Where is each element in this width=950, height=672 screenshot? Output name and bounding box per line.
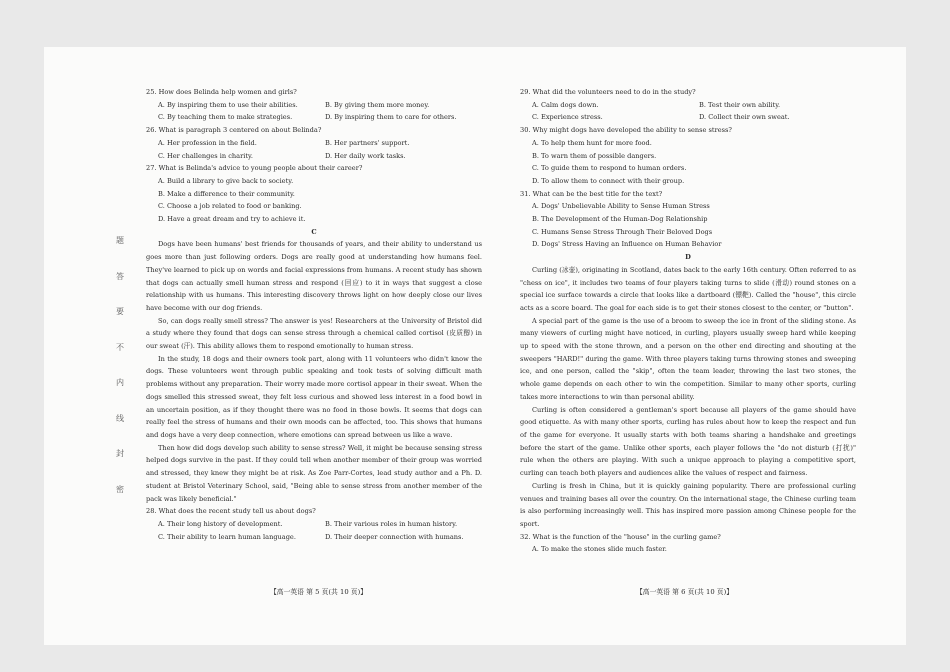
right-column [520,86,856,556]
option: C. By teaching them to make strategies. [158,113,293,122]
option: D. To allow them to connect with their group. [532,176,685,185]
question-28: 28. What does the recent study tell us about dogs? [146,507,316,516]
passage-paragraph: In the study, 18 dogs and their owners took part, along with 11 volunteers who didn't know the dogs. These volunteers went through public speaking and took tests of solving difficult math problems without any preparation. Their worry made more cortisol appear in their sweat. When the dogs smelled this stressed sweat, they felt less curious and showed less interest in a food bowl in an uncertain position, as if they thought there was no food in those bowls. It seems that dogs can really feel the stress of humans and their own moods can be affected, too. This shows that humans and dogs have a very deep connection, where emotions can spread between us like a wave. [146,354,482,439]
seal-char: 题 [116,236,124,245]
passage-paragraph: A special part of the game is the use of a broom to sweep the ice in front of the sliding stone. As many viewers of curling might have noticed, in curling, players usually sweep hard while keeping up to speed with the stone thrown, and a person on the other end directing and shouting at the sweepers "HARD!" during the game. With three players taking turns throwing stones and sweeping ice, and one person, called the "skip", often the team leader, throwing the last two stones, the whole game depends on each other to win the competition. Similar to many other sports, curling takes more interactions to win than personal ability. [520,316,856,401]
seal-char: 封 [116,449,124,458]
option: D. Collect their own sweat. [699,113,790,122]
section-c-heading: C [311,227,317,236]
option: A. Dogs' Unbelievable Ability to Sense Human Stress [532,202,710,211]
option: A. To make the stones slide much faster. [532,545,667,554]
question-25: 25. How does Belinda help women and girls? [146,88,297,96]
question-27: 27. What is Belinda's advice to young people about their career? [146,164,363,173]
option: C. Choose a job related to food or banking. [158,202,302,211]
option: C. To guide them to respond to human orders. [532,164,687,173]
option: B. The Development of the Human-Dog Relationship [532,215,708,224]
left-column [146,86,482,543]
option: A. By inspiring them to use their abilities. [158,100,298,109]
seal-line-notice [113,236,127,520]
option: A. Build a library to give back to society. [158,176,294,185]
seal-char: 要 [116,307,124,316]
seal-char: 内 [116,378,124,387]
option: A. Calm dogs down. [532,100,599,109]
passage-paragraph: Curling is fresh in China, but it is quickly gaining popularity. There are professional curling venues and training bases all over the country. On the international stage, the Chinese curling team is also performing increasingly well. This has inspired more passion among Chinese people for the sport. [520,481,856,528]
passage-paragraph: Curling (冰壶), originating in Scotland, dates back to the early 16th century. Often referred to as "chess on ice", it includes two teams of four players taking turns to slide (滑动) round stones on a special ice surface towards a circle that looks like a dartboard (镖靶). Called the "house", this circle acts as a score board. The goal for each side is to get their stones closest to the center, or "button". [520,265,856,312]
option: B. Her partners' support. [325,138,410,147]
page-footer-right: 【高一英语 第 6 页(共 10 页)】 [636,588,734,596]
option: A. Her profession in the field. [158,138,257,147]
option: C. Experience stress. [532,113,603,122]
option: B. Test their own ability. [699,100,781,109]
seal-char: 线 [116,413,124,423]
seal-char: 密 [116,484,124,494]
option: C. Her challenges in charity. [158,151,253,160]
option: B. To warn them of possible dangers. [532,151,657,160]
option: D. Her daily work tasks. [325,151,406,160]
option: B. Their various roles in human history. [325,519,458,528]
passage-paragraph: Curling is often considered a gentleman's sport because all players of the game should have good etiquette. As with many other sports, curling has rules about how to keep the respect and fun of the game for everyone. It usually starts with both teams sharing a handshake and greetings before the start of the game. Unlike other sports, each player follows the "do not disturb (打扰)" rule when the others are playing. With such a unique approach to playing a competitive sport, curling can teach both players and audiences alike the values of respect and fairness. [520,405,856,478]
option: C. Humans Sense Stress Through Their Beloved Dogs [532,227,713,236]
option: D. Dogs' Stress Having an Influence on Human Behavior [532,240,722,249]
passage-paragraph: Dogs have been humans' best friends for thousands of years, and their ability to understand us goes more than just following orders. Dogs are really good at understanding how humans feel. They've learned to pick up on words and facial expressions from humans. A recent study has shown that dogs can actually smell human stress and respond (回应) to it in ways that suggest a close relationship with us humans. This interesting discovery throws light on how deeply close our lives have become with our dog friends. [146,240,482,312]
page-footer-left: 【高一英语 第 5 页(共 10 页)】 [270,588,368,596]
option: C. Their ability to learn human language. [158,532,296,541]
passage-paragraph: Then how did dogs develop such ability to sense stress? Well, it might be because sensing stress helped dogs survive in the past. If they could tell when another member of their group was worried and stressed, they knew they might be at risk. As Zoe Parr-Cortes, lead study author and a Ph. D. student at Bristol Veterinary School, said, "Being able to sense stress from another member of the pack was likely beneficial." [146,443,482,503]
option: B. Make a difference to their community. [158,189,295,198]
question-26: 26. What is paragraph 3 centered on about Belinda? [146,126,322,135]
option: D. Their deeper connection with humans. [325,532,464,541]
question-30: 30. Why might dogs have developed the ability to sense stress? [520,126,732,135]
seal-char: 答 [116,271,124,281]
option: B. By giving them more money. [325,100,430,109]
passage-paragraph: So, can dogs really smell stress? The answer is yes! Researchers at the University of Bristol did a study where they found that dogs can sense stress through a chemical called cortisol (皮质醇) in our sweat (汗). This ability allows them to respond emotionally to human stress. [146,316,482,351]
question-29: 29. What did the volunteers need to do in the study? [520,88,696,96]
section-d-heading: D [685,253,691,262]
option: A. Their long history of development. [158,519,283,528]
option: A. To help them hunt for more food. [532,138,652,147]
option: D. By inspiring them to care for others. [325,113,457,122]
question-31: 31. What can be the best title for the text? [520,189,663,198]
seal-char: 不 [116,342,124,352]
question-32: 32. What is the function of the "house" in the curling game? [520,532,721,541]
option: D. Have a great dream and try to achieve it. [158,215,306,224]
